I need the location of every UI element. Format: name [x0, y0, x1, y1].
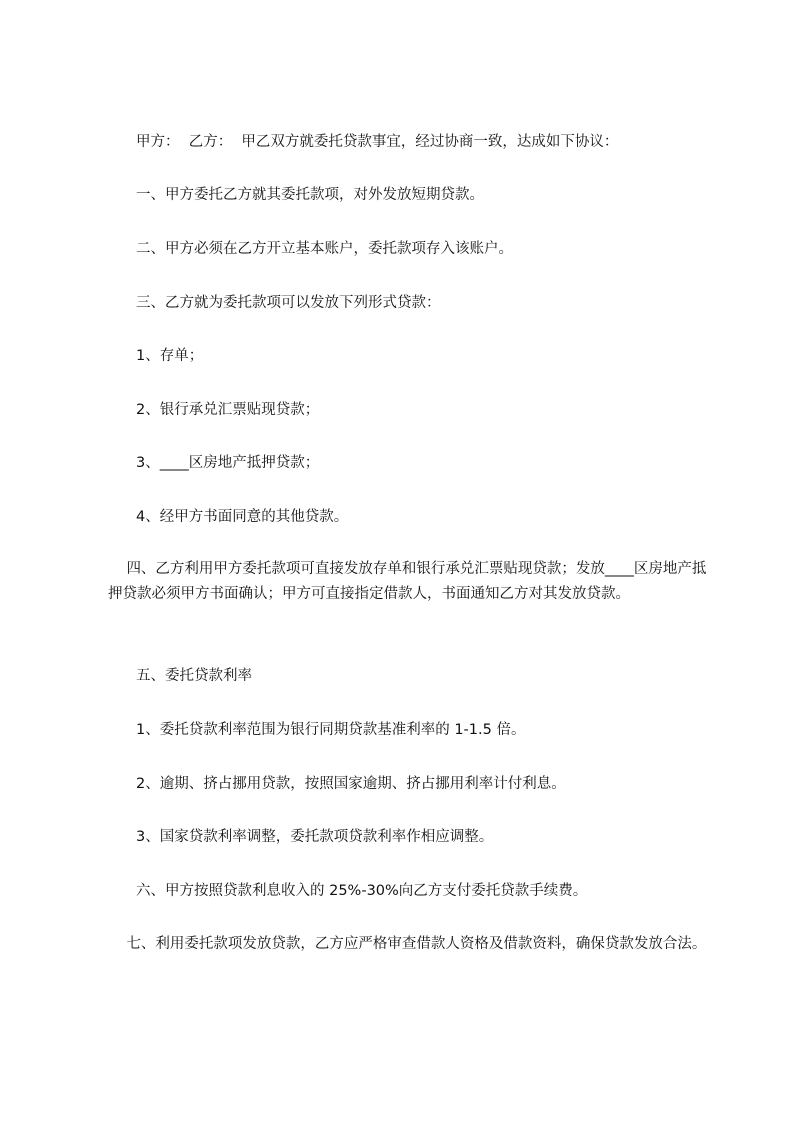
clause-3-item-1: 1、存单； [136, 348, 204, 364]
clause-5-heading: 五、委托贷款利率 [136, 668, 252, 684]
clause-1: 一、甲方委托乙方就其委托款项，对外发放短期贷款。 [136, 187, 484, 203]
clause-3-item-4: 4、经甲方书面同意的其他贷款。 [136, 509, 349, 525]
clause-5-item-3: 3、国家贷款利率调整，委托款项贷款利率作相应调整。 [136, 829, 494, 845]
clause-4: 四、乙方利用甲方委托款项可直接发放存单和银行承兑汇票贴现贷款；发放____区房地产抵押贷款必须甲方书面确认；甲方可直接指定借款人，书面通知乙方对其发放贷款。 [108, 561, 707, 602]
clause-7: 七、利用委托款项发放贷款，乙方应严格审查借款人资格及借款资料，确保贷款发放合法。 [108, 936, 707, 952]
clause-5-item-2: 2、逾期、挤占挪用贷款，按照国家逾期、挤占挪用利率计付利息。 [136, 776, 566, 792]
clause-5-item-1: 1、委托贷款利率范围为银行同期贷款基准利率的 1-1.5 倍。 [136, 722, 526, 738]
clause-3-item-2: 2、银行承兑汇票贴现贷款； [136, 402, 320, 418]
clause-3-item-3: 3、____区房地产抵押贷款； [136, 455, 320, 471]
intro-paragraph: 甲方： 乙方： 甲乙双方就委托贷款事宜，经过协商一致，达成如下协议： [136, 134, 619, 150]
clause-3: 三、乙方就为委托款项可以发放下列形式贷款： [136, 295, 441, 311]
clause-2: 二、甲方必须在乙方开立基本账户，委托款项存入该账户。 [136, 241, 513, 257]
clause-6: 六、甲方按照贷款利息收入的 25%-30%向乙方支付委托贷款手续费。 [136, 883, 588, 899]
